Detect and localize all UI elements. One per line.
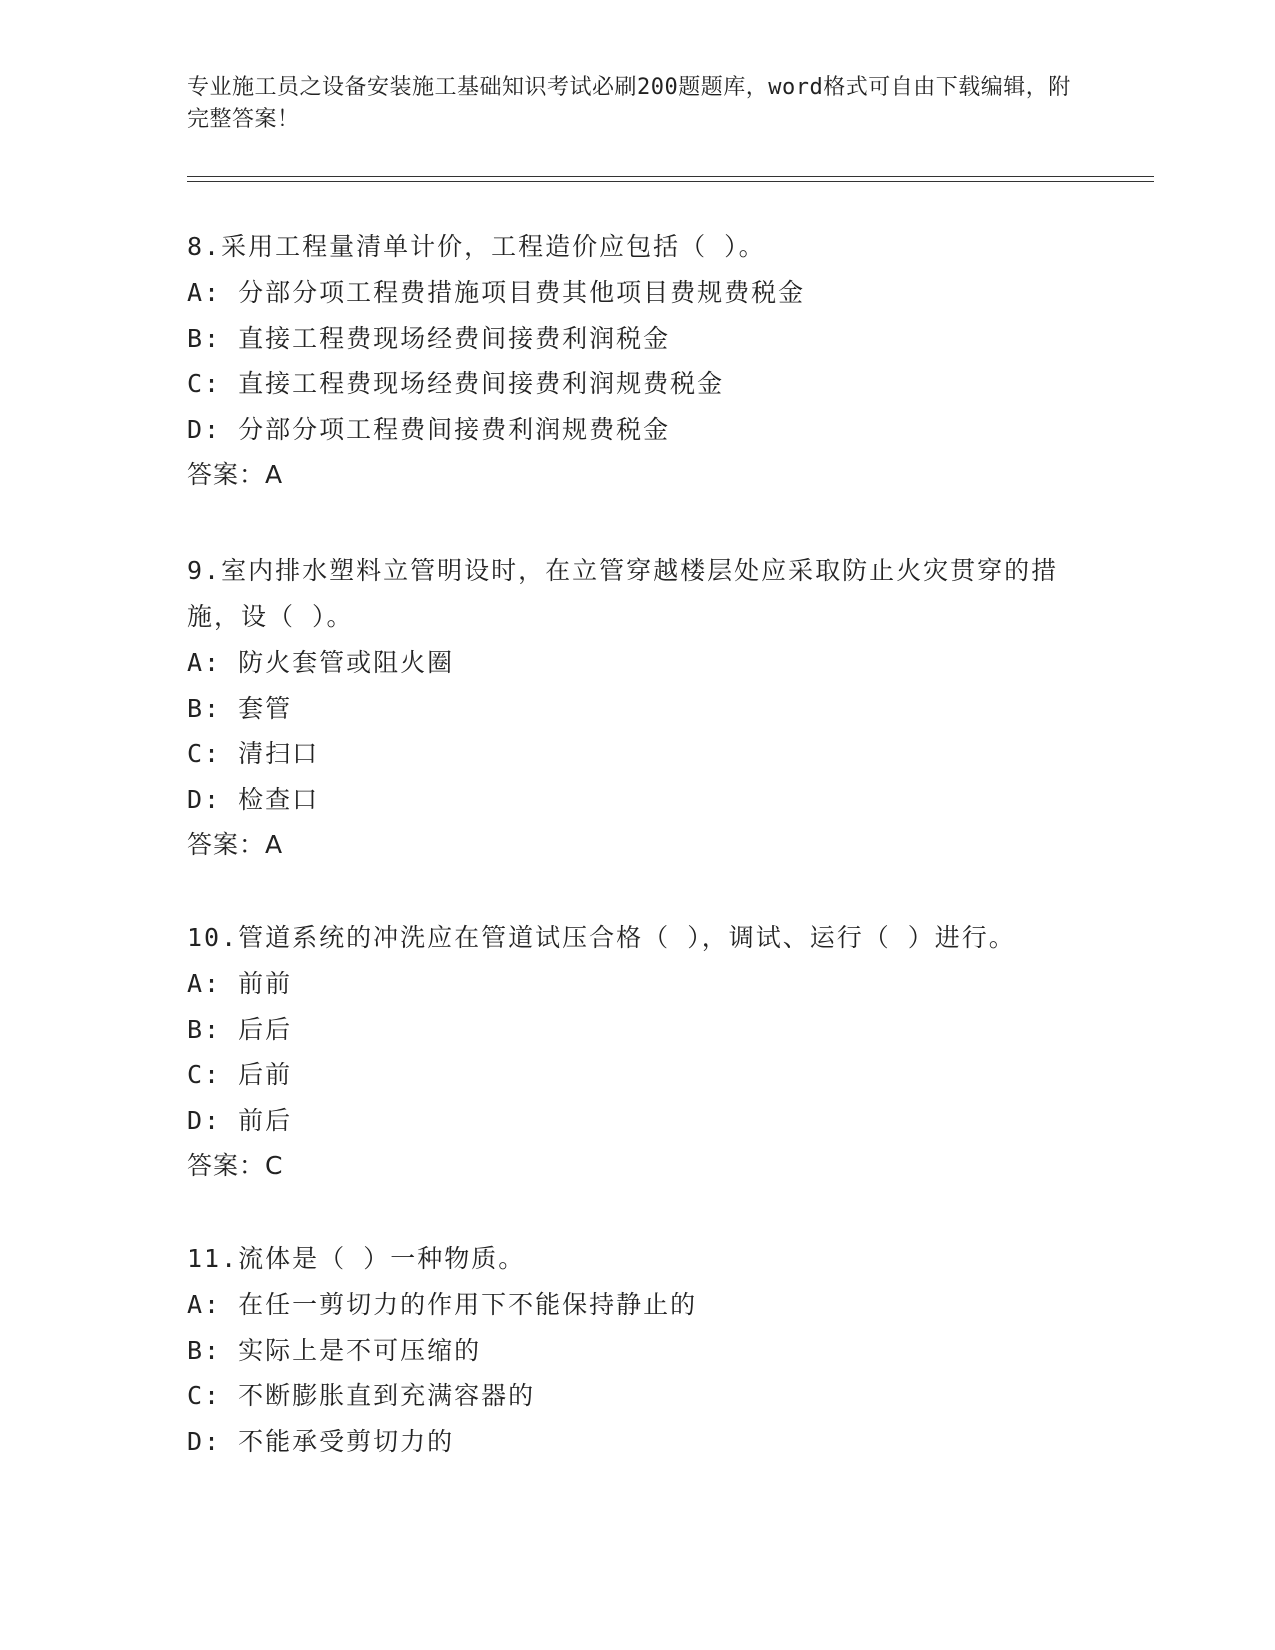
option-d: D: 前后 <box>187 1105 293 1135</box>
option-c: C: 清扫口 <box>187 739 320 768</box>
option-c: C: 不断膨胀直到充满容器的 <box>187 1381 536 1410</box>
option-a: A: 防火套管或阻火圈 <box>187 648 455 677</box>
answer: 答案：A <box>187 830 284 859</box>
option-d: D: 不能承受剪切力的 <box>187 1426 455 1456</box>
option-b: B: 后后 <box>187 1014 293 1044</box>
question-11 <box>187 1236 1087 1464</box>
answer: 答案：C <box>187 1151 284 1180</box>
question-10 <box>187 915 1087 1189</box>
question-stem: 10.管道系统的冲洗应在管道试压合格（ ），调试、运行（ ）进行。 <box>187 923 1016 952</box>
option-a: A: 分部分项工程费措施项目费其他项目费规费税金 <box>187 278 806 307</box>
option-d: D: 分部分项工程费间接费利润规费税金 <box>187 414 671 444</box>
question-stem: 8.采用工程量清单计价，工程造价应包括（ ）。 <box>187 232 766 261</box>
question-9 <box>187 548 1087 868</box>
option-a: A: 在任一剪切力的作用下不能保持静止的 <box>187 1290 698 1319</box>
option-c: C: 直接工程费现场经费间接费利润规费税金 <box>187 369 725 398</box>
question-stem: 11.流体是（ ）一种物质。 <box>187 1244 526 1273</box>
question-stem: 9.室内排水塑料立管明设时，在立管穿越楼层处应采取防止火灾贯穿的措施，设（ ）。 <box>187 556 1059 631</box>
option-b: B: 套管 <box>187 693 293 723</box>
option-c: C: 后前 <box>187 1060 293 1089</box>
document-header: 专业施工员之设备安装施工基础知识考试必刷200题题库，word格式可自由下载编辑，附完整答案！ <box>187 75 1071 132</box>
option-d: D: 检查口 <box>187 784 320 814</box>
option-b: B: 直接工程费现场经费间接费利润税金 <box>187 323 671 353</box>
question-8 <box>187 224 1087 498</box>
option-b: B: 实际上是不可压缩的 <box>187 1335 482 1365</box>
header-divider-bottom <box>187 181 1154 182</box>
option-a: A: 前前 <box>187 969 293 998</box>
header-divider-top <box>187 176 1154 177</box>
answer: 答案：A <box>187 460 284 489</box>
